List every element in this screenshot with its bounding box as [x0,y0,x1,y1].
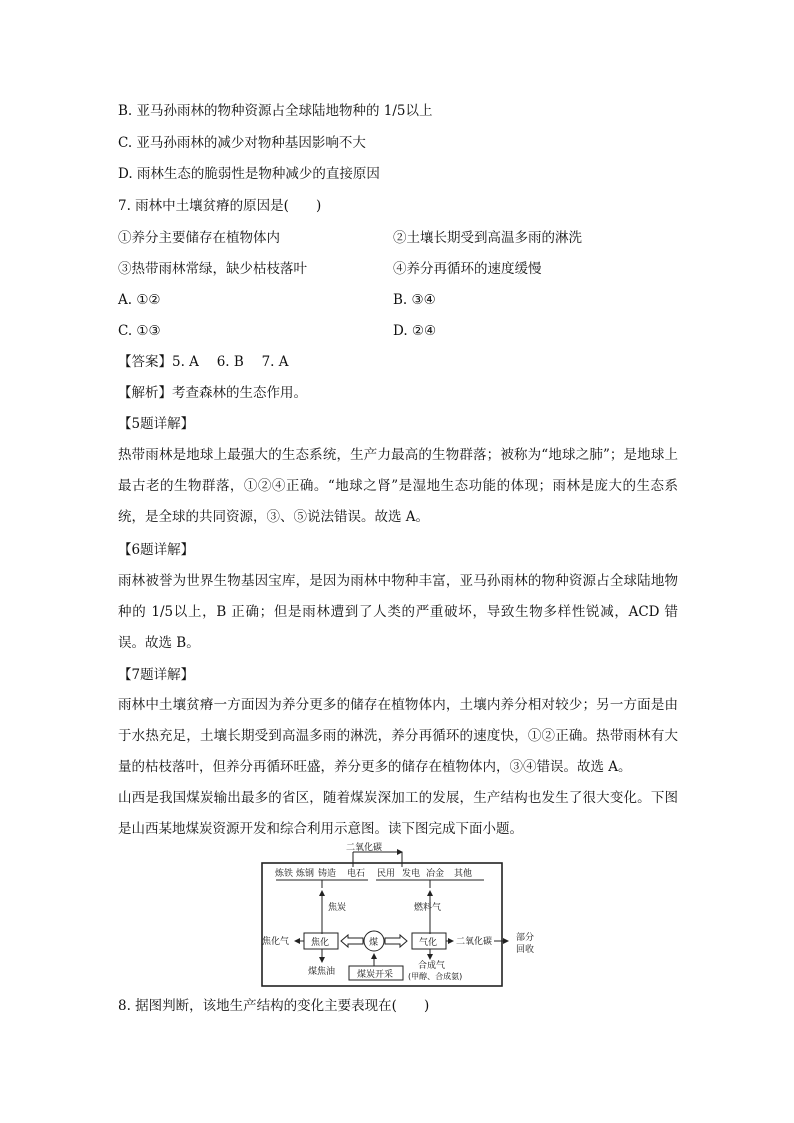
diagram-coking: 焦化 [311,938,330,948]
diagram-use-ironmaking: 炼铁 [275,869,294,879]
diagram-use-steelmaking: 炼钢 [296,869,315,879]
option-6c: C. 亚马孙雨林的减少对物种基因影响不大 [118,135,366,151]
diagram-gasify: 气化 [419,938,438,948]
diagram-coal-tar: 煤焦油 [308,967,336,977]
option-7b: B. ③④ [393,292,436,308]
detail-6-heading: 【6题详解】 [118,542,195,558]
q7-statement-2: ②土壤长期受到高温多雨的淋洗 [393,230,582,246]
diagram-use-casting: 铸造 [318,869,337,879]
diagram-co2-right: 二氧化碳 [456,937,493,947]
option-7a: A. ①② [118,292,161,308]
question-7-stem: 7. 雨林中土壤贫瘠的原因是( ) [118,198,322,214]
diagram-co2-top: 二氧化碳 [346,843,383,853]
q7-statement-4: ④养分再循环的速度缓慢 [393,261,542,277]
diagram-use-metallurgy: 冶金 [426,869,445,879]
diagram-coke: 焦炭 [328,903,347,913]
diagram-use-carbide: 电石 [347,869,366,879]
detail-6-text: 雨林被誉为世界生物基因宝库，是因为雨林中物种丰富，亚马孙雨林的物种资源占全球陆地物种的 1/5以上，B 正确；但是雨林遭到了人类的严重破坏，导致生物多样性锐减，ACD 错误。故选 B。 [118,573,678,651]
diagram-syngas-note: (甲醇、合成氨) [408,972,463,981]
diagram-recycle-1: 部分 [516,933,535,943]
option-7c: C. ①③ [118,323,161,339]
detail-5-text: 热带雨林是地球上最强大的生态系统，生产力最高的生物群落；被称为“地球之肺”；是地球上最古老的生物群落，①②④正确。“地球之肾”是湿地生态功能的体现；雨林是庞大的生态系统，是全球的共同资源，③、⑤说法错误。故选 A。 [118,447,678,525]
diagram-fuel-gas: 燃料气 [414,903,442,913]
diagram-coal: 煤 [369,938,379,948]
q7-statement-3: ③热带雨林常绿，缺少枯枝落叶 [118,261,307,277]
diagram-recycle-2: 回收 [516,945,535,955]
option-6d: D. 雨林生态的脆弱性是物种减少的直接原因 [118,166,380,182]
detail-7-text: 雨林中土壤贫瘠一方面因为养分更多的储存在植物体内，土壤内养分相对较少；另一方面是由于水热充足，土壤长期受到高温多雨的淋洗，养分再循环的速度快，①②正确。热带雨林有大量的枯枝落叶，但养分再循环旺盛，养分更多的储存在植物体内，③④错误。故选 A。 [118,697,678,775]
diagram-syngas: 合成气 [418,961,446,971]
q7-statement-1: ①养分主要储存在植物体内 [118,230,280,246]
diagram-coking-gas: 焦化气 [262,937,290,947]
diagram-mining: 煤炭开采 [357,970,394,980]
diagram-use-other: 其他 [454,869,473,879]
intro-paragraph: 山西是我国煤炭输出最多的省区，随着煤炭深加工的发展，生产结构也发生了很大变化。下图是山西某地煤炭资源开发和综合利用示意图。读下图完成下面小题。 [118,790,678,837]
diagram-use-residential: 民用 [377,869,396,879]
option-6b: B. 亚马孙雨林的物种资源占全球陆地物种的 1/5以上 [118,103,433,119]
detail-7-heading: 【7题详解】 [118,667,195,683]
analysis-line: 【解析】考查森林的生态作用。 [118,385,307,401]
detail-5-heading: 【5题详解】 [118,416,195,432]
diagram-use-power: 发电 [402,869,421,879]
option-7d: D. ②④ [393,323,437,339]
answer-line: 【答案】5. A 6. B 7. A [118,354,289,370]
coal-utilization-diagram [240,842,560,990]
question-8-stem: 8. 据图判断，该地生产结构的变化主要表现在( ) [118,998,430,1014]
